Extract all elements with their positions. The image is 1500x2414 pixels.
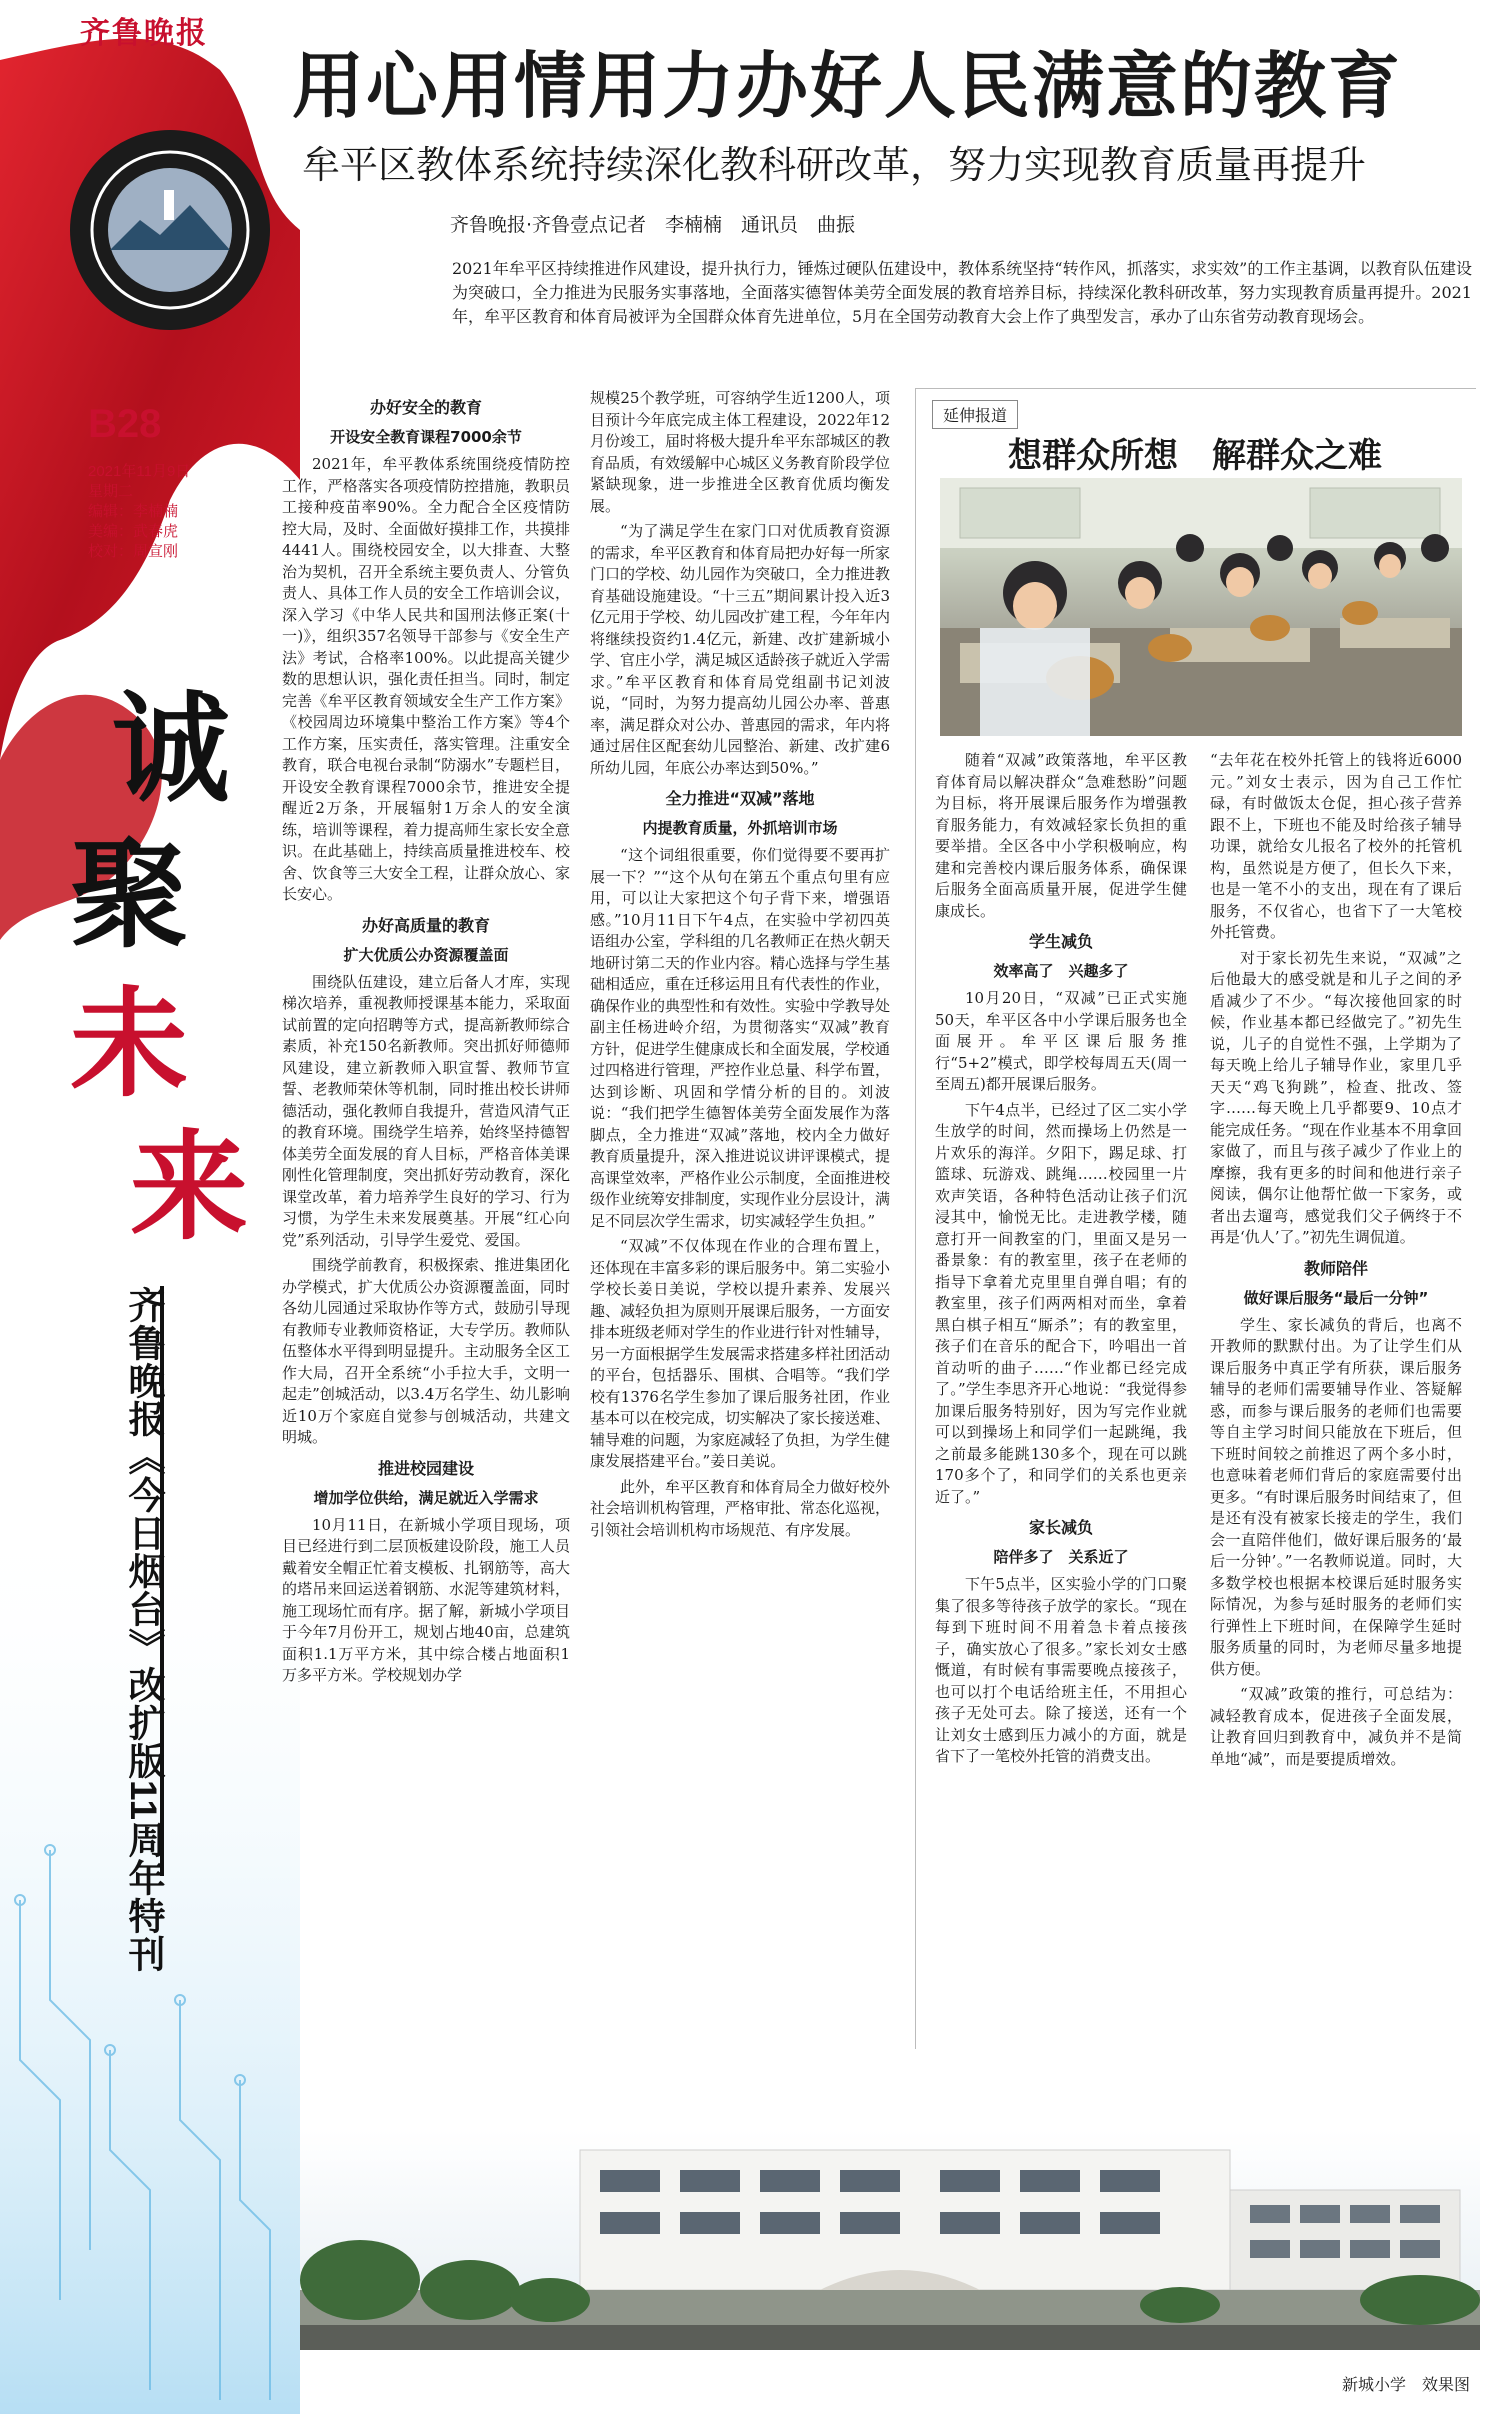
section-subtitle: 陪伴多了 关系近了 [993, 1548, 1129, 1566]
section-subtitle: 开设安全教育课程7000余节 [330, 428, 522, 446]
sidebar-column-b [1210, 750, 1462, 2070]
issue-weekday: 星期二 [88, 483, 134, 500]
paragraph: “去年花在校外托管上的钱将近6000元。”刘女士表示，因为自己工作忙碌，有时做饭太仓促，担心孩子营养跟不上，下班也不能及时给孩子辅导功课，就给女儿报名了校外的托管机构，虽然说是方便了，但长久下来，也是一笔不小的支出，现在有了课后服务，不仅省心，也省下了一大笔校外托管费。 [1210, 751, 1462, 941]
big-char-2: 聚 [70, 825, 189, 964]
editor-credit: 编辑：李楠楠 [88, 503, 179, 520]
school-rendering-graphic [300, 2130, 1480, 2350]
photo-caption: 新城小学 效果图 [1341, 2375, 1470, 2394]
section-subtitle: 做好课后服务“最后一分钟” [1243, 1288, 1429, 1307]
page-subheadline: 牟平区教体系统持续深化教科研改革，努力实现教育质量再提升 [302, 143, 1367, 187]
section-title: 办好高质量的教育 [361, 915, 490, 935]
section-subtitle: 内提教育质量，外抓培训市场 [642, 819, 838, 837]
proofreader-credit: 校对：周宣刚 [88, 543, 179, 560]
section-title: 学生减负 [1028, 932, 1093, 951]
masthead-logo: 齐鲁晚报 [80, 16, 208, 51]
section-subtitle: 扩大优质公办资源覆盖面 [343, 945, 509, 964]
article-column-2 [590, 388, 890, 2108]
paragraph: 10月20日，“双减”已正式实施50天，牟平区各中小学课后服务也全面展开。牟平区课后服务推行“5+2”模式，即学校每周五天(周一至周五)都开展课后服务。 [935, 989, 1187, 1093]
byline: 齐鲁晚报·齐鲁壹点记者 李楠楠 通讯员 曲振 [450, 214, 856, 236]
paragraph: “双减”政策的推行，可总结为：减轻教育成本，促进孩子全面发展，让教育回归到教育中，减负并不是简单地“减”，而是要提质增效。 [1210, 1685, 1462, 1768]
designer-credit: 美编：武春虎 [88, 523, 179, 540]
extended-report-title: 想群众所想 解群众之难 [1008, 436, 1382, 476]
section-subtitle: 效率高了 兴趣多了 [993, 962, 1129, 980]
paragraph: “双减”不仅体现在作业的合理布置上，还体现在丰富多彩的课后服务中。第二实验小学校长姜日美说，学校以提升素养、发展兴趣、减轻负担为原则开展课后服务，一方面安排本班级老师对学生的作业进行针对性辅导，另一方面根据学生发展需求搭建多样社团活动的平台，包括器乐、围棋、合唱等。“我们学校有1376名学生参加了课后服务社团，作业基本可以在校完成，切实解决了家长接送难、辅导难的问题，为家庭减轻了负担，为学生健康发展搭建平台。”姜日美说。 [590, 1237, 890, 1470]
paragraph: “为了满足学生在家门口对优质教育资源的需求，牟平区教育和体育局把办好每一所家门口的学校、幼儿园作为突破口，全力推进教育基础设施建设。“十三五”期间累计投入近3亿元用于学校、幼儿园改扩建工程，今年年内将继续投资约1.4亿元，新建、改扩建新城小学、官庄小学，满足城区适龄孩子就近入学需求。”牟平区教育和体育局党组副书记刘波说，“同时，为努力提高幼儿园公办率、普惠率，满足群众对公办、普惠园的需求，年内将通过居住区配套幼儿园整治、新建、改扩建6所幼儿园，年底公办率达到50%。” [590, 522, 890, 777]
section-title: 推进校园建设 [377, 1458, 474, 1478]
section-title: 家长减负 [1028, 1518, 1093, 1537]
paragraph: 对于家长初先生来说，“双减”之后他最大的感受就是和儿子之间的矛盾减少了不少。“每次接他回家的时候，作业基本都已经做完了。”初先生说，儿子的自觉性不强，上学期为了每天晚上给儿子辅导作业，家里几乎天天“鸡飞狗跳”，检查、批改、签字……每天晚上几乎都要9、10点才能完成任务。“现在作业基本不用拿回家做了，而且与孩子减少了作业上的摩擦，我有更多的时间和他进行亲子阅读，偶尔让他帮忙做一下家务，或者出去遛弯，感觉我们父子俩终于不再是‘仇人’了。”初先生调侃道。 [1210, 948, 1462, 1246]
section-subtitle: 增加学位供给，满足就近入学需求 [313, 1488, 539, 1507]
paragraph: 规模25个教学班，可容纳学生近1200人，项目预计今年底完成主体工程建设，2022年12月份竣工，届时将极大提升牟平东部城区的教育品质，有效缓解中心城区义务教育阶段学位紧缺现象，进一步推进全区教育优质均衡发展。 [590, 389, 890, 515]
paragraph: “这个词组很重要，你们觉得要不要再扩展一下？”“这个从句在第五个重点句里有应用，可以让大家把这个句子背下来，增强语感。”10月11日下午4点，在实验中学初四英语组办公室，学科组的几名教师正在热火朝天地研讨第二天的作业内容。精心选择与学生基础相适应，重在迁移运用且有代表性的作业，确保作业的典型性和有效性。实验中学教导处副主任杨进岭介绍，为贯彻落实“双减”教育方针，促进学生健康成长和全面发展，学校通过四格进行管理，严控作业总量、科学布置，达到诊断、巩固和学情分析的目的。刘波说：“我们把学生德智体美劳全面发展作为落脚点，全力推进“双减”落地，校内全力做好教育质量提升，深入推进说议讲评课模式，提高课堂效率，严格作业公示制度，全面推进校级作业统筹安排制度，实现作业分层设计，满足不同层次学生需求，切实减轻学生负担。” [590, 846, 890, 1230]
page-number: B28 [88, 402, 162, 446]
lead-paragraph: 2021年牟平区持续推进作风建设，提升执行力，锤炼过硬队伍建设中，教体系统坚持“转作风，抓落实，求实效”的工作主基调，以教育队伍建设为突破口，全力推进为民服务实事落地，全面落实德智体美劳全面发展的教育培养目标，持续深化教科研改革，努力实现教育质量再提升。2021年，牟平区教育和体育局被评为全国群众体育先进单位，5月在全国劳动教育大会上作了典型发言，承办了山东省劳动教育现场会。 [452, 259, 1472, 326]
page-headline: 用心用情用力办好人民满意的教育 [292, 44, 1403, 128]
classroom-photo-graphic [940, 478, 1462, 736]
paragraph: 下午5点半，区实验小学的门口聚集了很多等待孩子放学的家长。“现在每到下班时间不用着急卡着点接孩子，确实放心了很多。”家长刘女士感慨道，有时候有事需要晚点接孩子，也可以打个电话给班主任，不用担心孩子无处可去。除了接送，还有一个让刘女士感到压力减小的方面，就是省下了一笔校外托管的消费支出。 [935, 1575, 1187, 1765]
school-rendering-image [300, 2130, 1480, 2350]
section-title: 全力推进“双减”落地 [665, 789, 815, 808]
paragraph: 随着“双减”政策落地，牟平区教育体育局以解决群众“急难愁盼”问题为目标，将开展课后服务作为增强教育服务能力，有效减轻家长负担的重要举措。全区各中小学积极响应，构建和完善校内课后服务体系，确保课后服务全面高质量开展，促进学生健康成长。 [935, 751, 1187, 920]
section-title: 教师陪伴 [1303, 1258, 1368, 1278]
sidebar-column-a [935, 750, 1187, 2070]
circle-emblem-icon [60, 120, 280, 340]
paragraph: 此外，牟平区教育和体育局全力做好校外社会培训机构管理，严格审批、常态化巡视，引领社会培训机构市场规范、有序发展。 [590, 1477, 890, 1539]
paragraph: 学生、家长减负的背后，也离不开教师的默默付出。为了让学生们从课后服务中真正学有所获，课后服务辅导的老师们需要辅导作业、答疑解惑，而参与课后服务的老师们也需要等自主学习时间只能放在下班后，但下班时间较之前推迟了两个多小时，也意味着老师们背后的家庭需要付出更多。“有时课后服务时间结束了，但是还有没有被家长接走的学生，我们会一直陪伴他们，做好课后服务的‘最后一分钟’。”一名教师说道。同时，大多数学校也根据本校课后延时服务实际情况，为参与延时服务的老师们实行弹性上下班时间，在保障学生延时服务质量的同时，为老师尽量多地提供方便。 [1210, 1315, 1462, 1678]
big-char-3: 未 [70, 974, 189, 1113]
issue-date: 2021年11月9日 [88, 463, 191, 480]
paragraph: 2021年，牟平教体系统围绕疫情防控工作，严格落实各项疫情防控措施，教职员工接种疫苗率90%。全力配合全区疫情防控大局，及时、全面做好摸排工作，共摸排4441人。围绕校园安全，以大排查、大整治为契机，召开全系统主要负责人、分管负责人、具体工作人员的安全工作培训会议，深入学习《中华人民共和国刑法修正案(十一)》，组织357名领导干部参与《安全生产法》考试，合格率100%。以此提高关键少数的思想认识，强化责任担当。同时，制定完善《牟平区教育领域安全生产工作方案》《校园周边环境集中整治工作方案》等4个工作方案，压实责任，落实管理。注重安全教育，联合电视台录制“防溺水”专题栏目，开设安全教育课程7000余节，推进安全提醒近2万条，开展辐射1万余人的安全演练，培训等课程，着力提高师生家长安全意识。在此基础上，持续高质量推进校车、校舍、饮食等三大安全工程，让群众放心、家长安心。 [282, 455, 570, 903]
extended-report-tag: 延伸报道 [932, 400, 1018, 429]
section-title: 办好安全的教育 [369, 398, 482, 417]
big-char-1: 诚 [112, 679, 231, 818]
paragraph: 10月11日，在新城小学项目现场，项目已经进行到二层顶板建设阶段，施工人员戴着安全帽正忙着支模板、扎钢筋等，高大的塔吊来回运送着钢筋、水泥等建筑材料，施工现场忙而有序。据了解，新城小学项目于今年7月份开工，规划占地40亩，总建筑面积1.1万平方米，其中综合楼占地面积1万多平方米。学校规划办学 [282, 1515, 570, 1684]
special-issue-title: 齐鲁晚报《今日烟台》改扩版11周年特刊 [123, 1286, 164, 1974]
classroom-photo [940, 478, 1462, 736]
article-column-1 [282, 388, 570, 2108]
paragraph: 下午4点半，已经过了区二实小学生放学的时间，然而操场上仍然是一片欢乐的海洋。夕阳下，踢足球、打篮球、玩游戏、跳绳……校园里一片欢声笑语，各种特色活动让孩子们沉浸其中，愉悦无比。走进教学楼，随意打开一间教室的门，里面又是另一番景象：有的教室里，孩子在老师的指导下拿着尤克里里自弹自唱；有的教室里，孩子们两两相对而坐，拿着黑白棋子相互“厮杀”；有的教室里，孩子们在音乐的配合下，吟唱出一首首动听的曲子……“作业都已经完成了。”学生李思齐开心地说：“我觉得参加课后服务特别好，因为写完作业就可以到操场上和同学们一起跳绳，我之前最多能跳130多个，现在可以跳170多个了，和同学们的关系也更亲近了。” [935, 1100, 1187, 1506]
paragraph: 围绕队伍建设，建立后备人才库，实现梯次培养，重视教师授课基本能力，采取面试前置的定向招聘等方式，提高新教师综合素质，补充150名新教师。突出抓好师德师风建设，建立新教师入职宣誓、教师节宣誓、老教师荣休等机制，同时推出校长讲师德活动，强化教师自我提升，营造风清气正的教育环境。围绕学生培养，始终坚持德智体美劳全面发展的育人目标，严格音体美课刚性化管理制度，突出抓好劳动教育，深化课堂改革，着力培养学生良好的学习、行为习惯，为学生未来发展奠基。开展“红心向党”系列活动，引导学生爱党、爱国。 [282, 972, 570, 1249]
big-char-4: 来 [130, 1117, 249, 1256]
paragraph: 围绕学前教育，积极探索、推进集团化办学模式，扩大优质公办资源覆盖面，同时各幼儿园通过采取协作等方式，鼓励引导现有教师专业教师资格证，大专学历。教师队伍整体水平得到明显提升。主动服务全区工作大局，召开全系统“小手拉大手，文明一起走”创城活动，以3.4万名学生、幼儿影响近10万个家庭自觉参与创城活动，共建文明城。 [282, 1256, 570, 1446]
